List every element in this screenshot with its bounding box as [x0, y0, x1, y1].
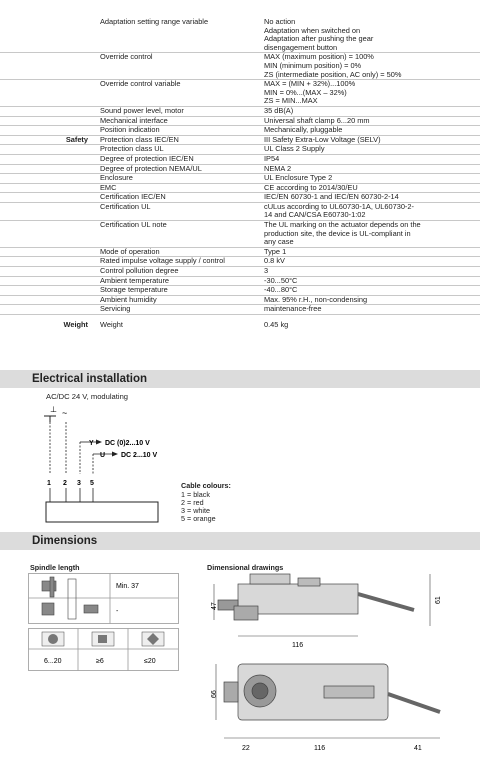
- spec-key: Override control: [100, 52, 153, 62]
- spec-category: [0, 126, 98, 135]
- shaft-square-range: ≥6: [96, 658, 104, 665]
- spec-row: [0, 145, 480, 155]
- ground-symbol: [44, 416, 56, 422]
- spec-value: [262, 136, 464, 145]
- spec-category: [0, 296, 98, 305]
- spec-value: [262, 221, 464, 247]
- spec-value-line: -30...50°C: [264, 275, 298, 285]
- spec-value: [262, 107, 464, 116]
- spec-value-line: Mechanically, pluggable: [264, 125, 343, 135]
- spec-value: [262, 126, 464, 135]
- spec-category: [0, 248, 98, 257]
- spec-category: [0, 107, 98, 116]
- spec-value-line: ZS (intermediate position, AC only) = 50%: [264, 69, 402, 79]
- spec-value-line: NEMA 2: [264, 163, 292, 173]
- spec-value: [262, 257, 464, 266]
- spec-value-line: IEC/EN 60730-1 and IEC/EN 60730-2-14: [264, 192, 399, 202]
- spec-row: [0, 286, 480, 296]
- spec-row: [0, 165, 480, 175]
- spec-key: Mechanical interface: [100, 115, 168, 125]
- spec-category: Safety: [65, 134, 88, 144]
- spec-key: Certification IEC/EN: [100, 192, 166, 202]
- spec-value-line: 0.45 kg: [264, 320, 289, 329]
- spec-value-line: MAX = (MIN + 32%)...100%: [264, 79, 356, 89]
- pin-2: 2: [63, 480, 67, 487]
- dim-116-bottom: 116: [314, 745, 326, 752]
- spec-value-line: 0.8 kV: [264, 256, 285, 266]
- spec-value-line: Adaptation after pushing the gear: [264, 34, 374, 44]
- spec-category: [0, 277, 98, 286]
- spec-category: [0, 80, 98, 106]
- spec-value: [262, 305, 464, 314]
- spindle-dash-value: -: [116, 608, 119, 615]
- dim-61: 61: [435, 596, 442, 604]
- spec-value: [262, 248, 464, 257]
- spec-value-line: UL Class 2 Supply: [264, 144, 325, 154]
- pin-3: 3: [77, 480, 81, 487]
- spec-key: Ambient humidity: [100, 294, 157, 304]
- dimensional-drawings: [204, 570, 466, 774]
- spec-value-line: Max. 95% r.H., non-condensing: [264, 294, 368, 304]
- spec-value: [262, 18, 464, 52]
- spec-key: Weight: [100, 320, 123, 329]
- cable-colour-1: 1 = black: [181, 490, 210, 499]
- spec-key: Storage temperature: [100, 285, 168, 295]
- spec-value-line: -40...80°C: [264, 285, 298, 295]
- spec-row: [0, 221, 480, 248]
- spec-row: [0, 174, 480, 184]
- shaft-diamond-range: ≤20: [144, 658, 156, 665]
- spec-value: [262, 203, 464, 220]
- spec-category: [0, 286, 98, 295]
- dim-116-top: 116: [292, 642, 304, 649]
- spec-value-line: MIN (minimum position) = 0%: [264, 60, 362, 70]
- spec-key: Adaptation setting range variable: [100, 17, 209, 26]
- spec-row: [0, 321, 480, 330]
- spec-key: Degree of protection NEMA/UL: [100, 163, 202, 173]
- spec-value: [262, 184, 464, 193]
- spec-row: [0, 277, 480, 287]
- spec-value-line: MAX (maximum position) = 100%: [264, 52, 374, 62]
- spec-key: Control pollution degree: [100, 266, 179, 276]
- spec-category: [0, 18, 98, 52]
- spec-value: [262, 174, 464, 183]
- dimensional-drawings-title: Dimensional drawings: [207, 563, 284, 572]
- spec-key: Sound power level, motor: [100, 105, 184, 115]
- spec-row: [0, 107, 480, 117]
- spec-value: [262, 321, 464, 330]
- shaft-round-range: 6...20: [44, 658, 62, 665]
- actuator-top-view: [224, 664, 440, 720]
- spindle-length-table: [28, 573, 208, 683]
- spec-value-line: UL Enclosure Type 2: [264, 173, 333, 183]
- spec-category: Weight: [63, 320, 88, 329]
- spec-value-line: MIN = 0%...(MAX – 32%): [264, 87, 347, 97]
- spec-table: [0, 18, 480, 330]
- spec-value-line: 35 dB(A): [264, 105, 294, 115]
- spec-value: [262, 53, 464, 79]
- minus-symbol: ⊥: [50, 405, 57, 414]
- dim-41: 41: [414, 745, 422, 752]
- spec-value: [262, 286, 464, 295]
- spec-value-line: III Safety Extra-Low Voltage (SELV): [264, 134, 381, 144]
- pin-5: 5: [90, 480, 94, 487]
- u-signal-label: U: [100, 452, 106, 459]
- dimensions-heading: Dimensions: [0, 532, 480, 550]
- spec-key: Certification UL note: [100, 220, 167, 230]
- spec-value-line: any case: [264, 237, 294, 247]
- spec-row: [0, 257, 480, 267]
- spec-value-line: The UL marking on the actuator depends on the: [264, 220, 421, 230]
- spec-category: [0, 117, 98, 126]
- round-shaft-icon: [42, 632, 64, 646]
- spec-value-line: CE according to 2014/30/EU: [264, 182, 358, 192]
- pin-1: 1: [47, 480, 51, 487]
- spec-category: [0, 53, 98, 79]
- spec-key: Degree of protection IEC/EN: [100, 153, 194, 163]
- square-shaft-icon: [92, 632, 114, 646]
- spec-value-line: maintenance-free: [264, 304, 322, 314]
- dim-47: 47: [211, 602, 218, 610]
- spec-key: Ambient temperature: [100, 275, 170, 285]
- spec-category: [0, 184, 98, 193]
- spec-key: Position indication: [100, 125, 160, 135]
- spec-category: [0, 203, 98, 220]
- spec-category: [0, 165, 98, 174]
- spec-value-line: 14 and CAN/CSA E60730-1:02: [264, 210, 366, 220]
- spec-key: Enclosure: [100, 173, 133, 183]
- spec-value-line: IP54: [264, 153, 280, 163]
- electrical-installation-heading: Electrical installation: [0, 370, 480, 388]
- cable-colour-2: 2 = red: [181, 498, 204, 507]
- spec-category: [0, 257, 98, 266]
- spec-category: [0, 305, 98, 314]
- spec-value-line: ZS = MIN...MAX: [264, 96, 318, 106]
- spec-category: [0, 174, 98, 183]
- y-signal-label: Y: [89, 440, 94, 447]
- tilde-symbol: ~: [62, 408, 68, 418]
- spec-row: [0, 53, 480, 80]
- u-signal-range: DC 2...10 V: [121, 452, 158, 459]
- spec-value-line: Adaptation when switched on: [264, 25, 361, 35]
- spec-row: [0, 18, 480, 53]
- spec-category: [0, 145, 98, 154]
- supply-label: AC/DC 24 V, modulating: [46, 392, 129, 401]
- cable-colour-5: 5 = orange: [181, 514, 216, 523]
- spec-value: [262, 117, 464, 126]
- spec-value: [262, 155, 464, 164]
- spec-row: [0, 305, 480, 315]
- wiring-diagram: [30, 402, 260, 530]
- spec-row: [0, 296, 480, 306]
- spec-category: [0, 193, 98, 202]
- spec-value: [262, 145, 464, 154]
- spec-category: [0, 267, 98, 276]
- spec-category: [0, 221, 98, 247]
- spec-value-line: disengagement button: [264, 42, 338, 52]
- spec-row: [0, 203, 480, 221]
- spec-key: Override control variable: [100, 79, 181, 89]
- spec-category: [0, 155, 98, 164]
- spec-row: [0, 184, 480, 194]
- spec-row: [0, 80, 480, 107]
- spec-row: [0, 248, 480, 258]
- spec-row: [0, 155, 480, 165]
- spec-value-line: 3: [264, 266, 269, 276]
- spec-value: [262, 165, 464, 174]
- spec-key: Protection class UL: [100, 144, 164, 154]
- cable-colour-3: 3 = white: [181, 506, 210, 515]
- spec-value-line: Type 1: [264, 246, 287, 256]
- spec-value-line: cULus according to UL60730-1A, UL60730-2-: [264, 201, 414, 211]
- spindle-min-value: Min. 37: [116, 583, 139, 590]
- spec-row: [0, 117, 480, 127]
- spindle-length-title: Spindle length: [30, 563, 80, 572]
- spec-row: [0, 267, 480, 277]
- y-signal-range: DC (0)2...10 V: [105, 440, 150, 447]
- actuator-side-view: [218, 574, 414, 620]
- dim-66: 66: [211, 690, 218, 698]
- spec-value: [262, 193, 464, 202]
- spec-value-line: production site, the device is UL-compliant in: [264, 228, 411, 238]
- spec-key: Mode of operation: [100, 246, 160, 256]
- spec-value: [262, 80, 464, 106]
- spec-key: EMC: [100, 182, 117, 192]
- cable-colours-title: Cable colours:: [181, 481, 231, 490]
- spindle-clamp-icon: [42, 577, 98, 615]
- spec-key: Certification UL: [100, 201, 151, 211]
- spec-key: Servicing: [100, 304, 131, 314]
- spec-value-line: No action: [264, 17, 296, 26]
- spec-value: [262, 277, 464, 286]
- spec-value: [262, 296, 464, 305]
- spec-value-line: Universal shaft clamp 6...20 mm: [264, 115, 370, 125]
- actuator-box: [46, 502, 158, 522]
- spec-value: [262, 267, 464, 276]
- spec-key: Protection class IEC/EN: [100, 134, 179, 144]
- spec-key: Rated impulse voltage supply / control: [100, 256, 225, 266]
- diamond-shaft-icon: [142, 632, 164, 646]
- dim-22: 22: [242, 745, 250, 752]
- spec-row: [0, 136, 480, 146]
